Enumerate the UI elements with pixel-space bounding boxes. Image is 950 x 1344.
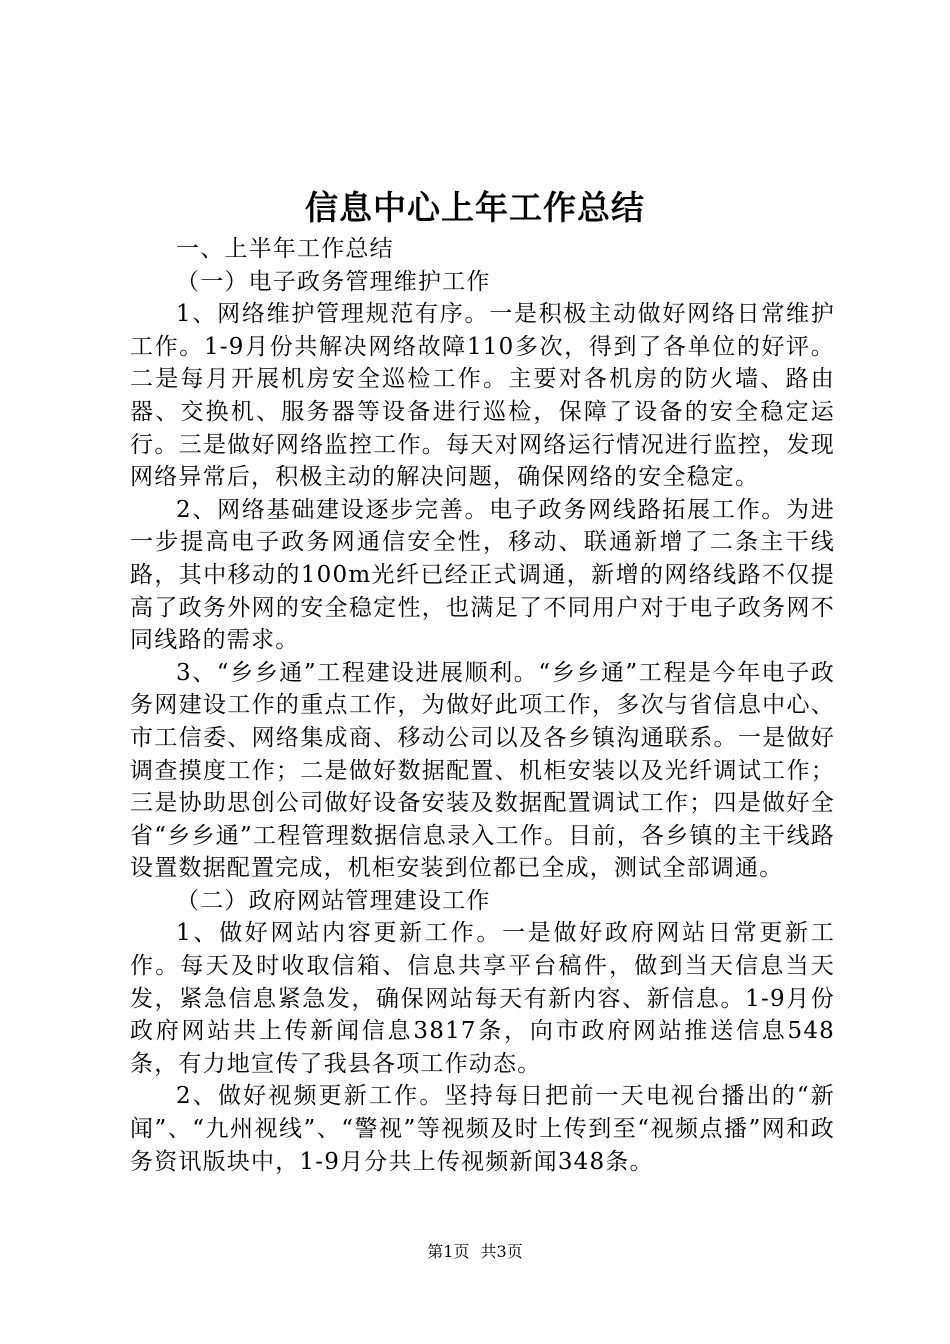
body-paragraph: 3、“乡乡通”工程建设进展顺利。“乡乡通”工程是今年电子政务网建设工作的重点工作，为做好此项工作，多次与省信息中心、市工信委、网络集成商、移动公司以及各乡镇沟通联系。一是做好调查摸度工作；二是做好数据配置、机柜安装以及光纤调试工作；三是协助思创公司做好设备安装及数据配置调试工作；四是做好全省“乡乡通”工程管理数据信息录入工作。目前，各乡镇的主干线路设置数据配置完成，机柜安装到位都已全成，测试全部调通。 xyxy=(130,659,835,882)
document-body xyxy=(130,233,835,1178)
body-paragraph: 2、做好视频更新工作。坚持每日把前一天电视台播出的“新闻”、“九州视线”、“警视”等视频及时上传到至“视频点播”网和政务资讯版块中，1-9月分共上传视频新闻348条。 xyxy=(130,1083,835,1175)
body-paragraph: 1、网络维护管理规范有序。一是积极主动做好网络日常维护工作。1-9月份共解决网络故障110多次，得到了各单位的好评。二是每月开展机房安全巡检工作。主要对各机房的防火墙、路由器、交换机、服务器等设备进行巡检，保障了设备的安全稳定运行。三是做好网络监控工作。每天对网络运行情况进行监控，发现网络异常后，积极主动的解决问题，确保网络的安全稳定。 xyxy=(130,301,835,491)
subsection-heading: （一）电子政务管理维护工作 xyxy=(176,268,491,295)
section-heading: 一、上半年工作总结 xyxy=(176,236,394,262)
subsection-heading: （二）政府网站管理建设工作 xyxy=(176,887,491,914)
body-paragraph: 1、做好网站内容更新工作。一是做好政府网站日常更新工作。每天及时收取信箱、信息共享平台稿件，做到当天信息当天发，紧急信息紧急发，确保网站每天有新内容、新信息。1-9月份政府网站共上传新闻信息3817条，向市政府网站推送信息548条，有力地宣传了我县各项工作动态。 xyxy=(130,920,835,1077)
document-title: 信息中心上年工作总结 xyxy=(305,188,645,227)
page-footer xyxy=(0,1240,950,1264)
page-number: 第1页 xyxy=(427,1242,470,1261)
page-total: 共3页 xyxy=(480,1242,523,1261)
body-paragraph: 2、网络基础建设逐步完善。电子政务网线路拓展工作。为进一步提高电子政务网通信安全性，移动、联通新增了二条主干线路，其中移动的100m光纤已经正式调通，新增的网络线路不仅提高了政务外网的安全稳定性，也满足了不同用户对于电子政务网不同线路的需求。 xyxy=(130,496,835,654)
